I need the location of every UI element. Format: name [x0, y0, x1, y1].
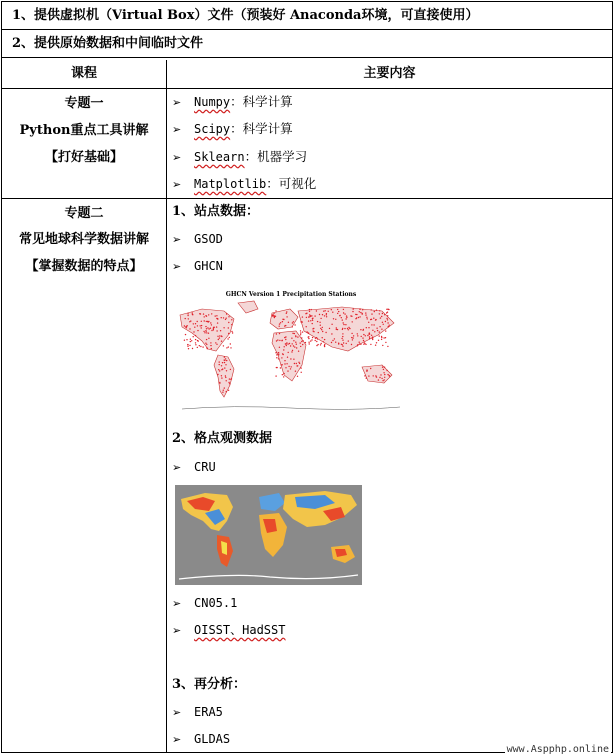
section-grid-data: 2、格点观测数据 — [172, 431, 273, 446]
section-station-data: 1、站点数据： — [172, 204, 260, 219]
list-item: ➢ Scipy：科学计算 — [172, 116, 293, 142]
header-course: 课程 — [70, 66, 97, 81]
arrow-bullet-icon: ➢ — [172, 233, 182, 246]
list-item: ➢ Numpy：科学计算 — [172, 89, 293, 115]
list-item: ➢ GLDAS — [172, 726, 230, 752]
course-document — [1, 1, 613, 753]
note-line-1: 1、提供虚拟机（Virtual Box）文件（预装好 Anaconda环境，可直接使用） — [2, 2, 612, 30]
topic1-tag: 【打好基础】 — [44, 150, 123, 165]
cru-grid-map — [175, 485, 362, 585]
list-item: ➢ CN05.1 — [172, 590, 237, 616]
arrow-bullet-icon: ➢ — [172, 624, 182, 637]
map-title: GHCN Version 1 Precipitation Stations — [225, 291, 357, 298]
arrow-bullet-icon: ➢ — [172, 178, 182, 191]
list-item: ➢ GHCN — [172, 253, 223, 279]
arrow-bullet-icon: ➢ — [172, 96, 182, 109]
section-reanalysis: 3、再分析： — [172, 677, 247, 692]
list-item: ➢ CRU — [172, 454, 216, 480]
header-content: 主要内容 — [363, 66, 416, 81]
arrow-bullet-icon: ➢ — [172, 706, 182, 719]
watermark: www.Aspphp.online — [506, 744, 609, 755]
list-item: ➢ Matplotlib：可视化 — [172, 171, 316, 197]
topic1-title: 专题一 — [64, 96, 104, 111]
topic2-subtitle: 常见地球科学数据讲解 — [18, 232, 149, 247]
topic1-subtitle: Python重点工具讲解 — [19, 123, 149, 138]
topic2-title: 专题二 — [64, 206, 104, 221]
column-divider — [166, 60, 167, 753]
note-line-2: 2、提供原始数据和中间临时文件 — [2, 30, 612, 58]
list-item: ➢ ERA5 — [172, 699, 223, 725]
arrow-bullet-icon: ➢ — [172, 151, 182, 164]
arrow-bullet-icon: ➢ — [172, 123, 182, 136]
arrow-bullet-icon: ➢ — [172, 461, 182, 474]
arrow-bullet-icon: ➢ — [172, 597, 182, 610]
list-item: ➢ Sklearn：机器学习 — [172, 144, 307, 170]
list-item: ➢ OISST、HadSST — [172, 617, 285, 643]
list-item: ➢ GSOD — [172, 226, 223, 252]
topic2-tag: 【掌握数据的特点】 — [25, 259, 143, 274]
row-divider — [2, 198, 612, 199]
header-divider — [2, 88, 612, 89]
arrow-bullet-icon: ➢ — [172, 260, 182, 273]
arrow-bullet-icon: ➢ — [172, 733, 182, 746]
ghcn-station-map — [172, 285, 410, 417]
